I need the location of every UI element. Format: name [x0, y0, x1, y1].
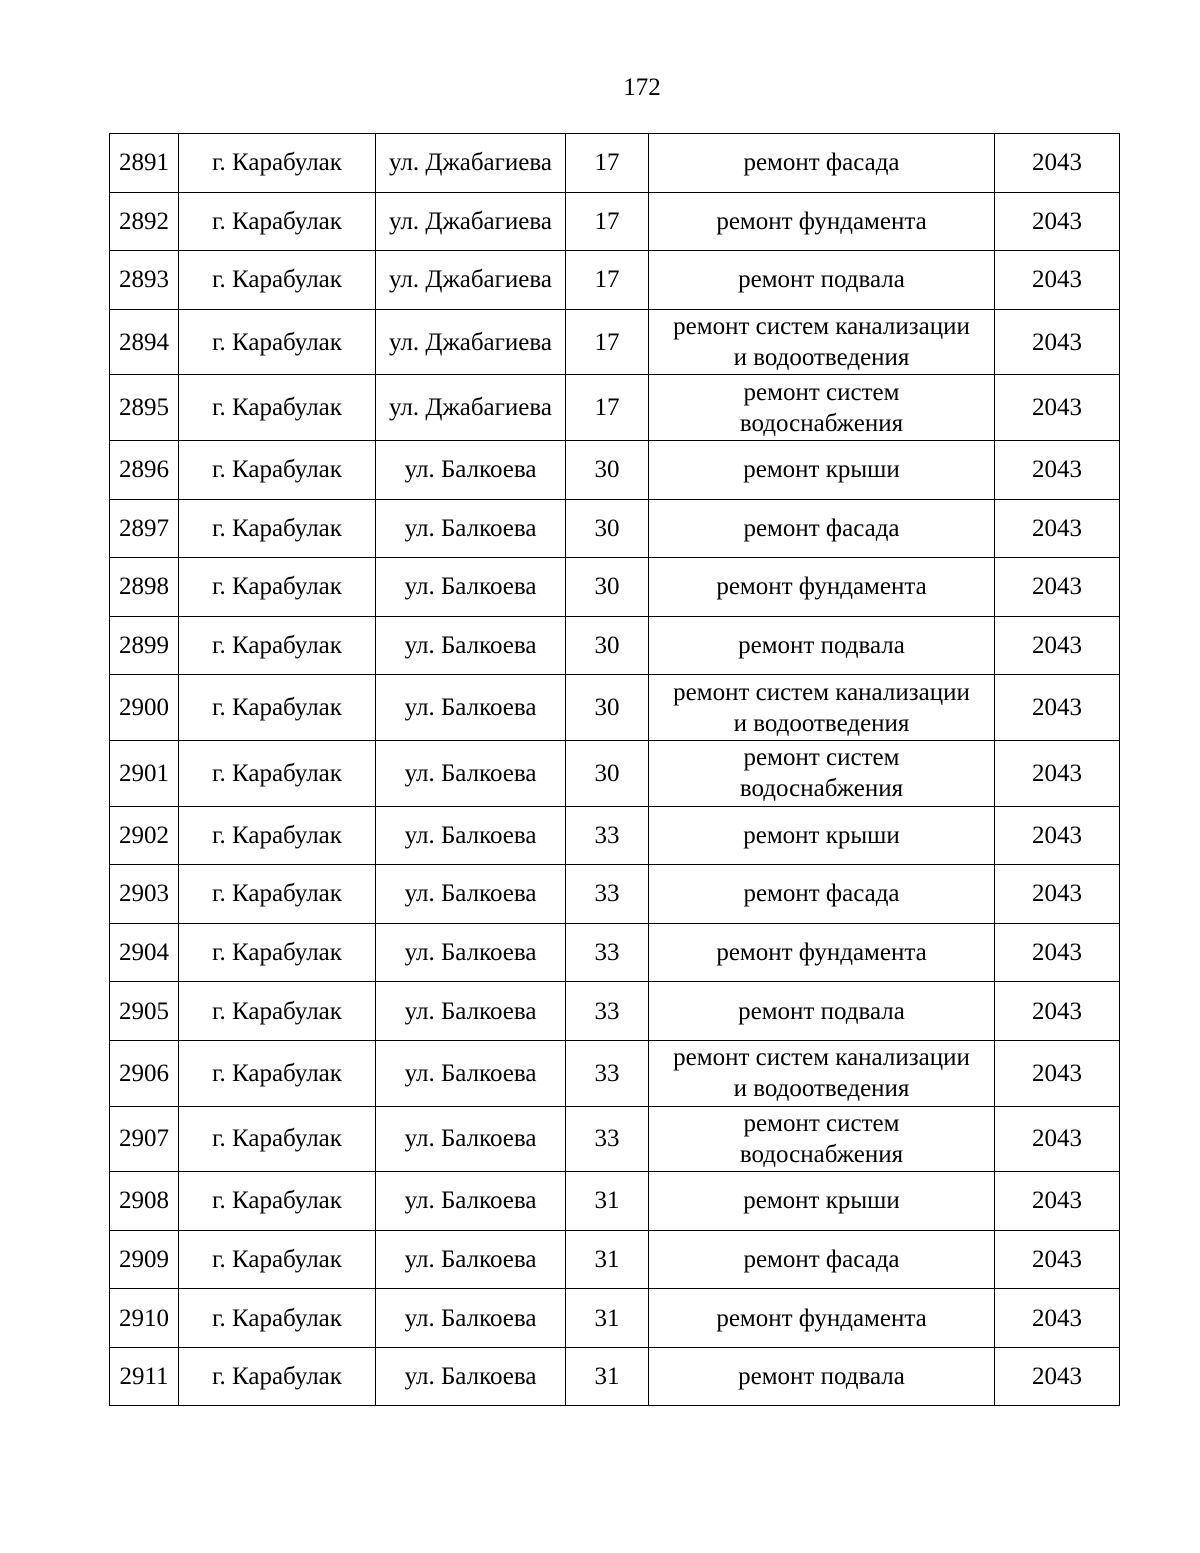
- work-type-line: ремонт фасада: [743, 514, 900, 542]
- table-row: [110, 558, 1120, 617]
- work-type-line: ремонт систем канализации: [673, 313, 970, 341]
- house-number-cell: 33: [566, 1106, 649, 1172]
- street-cell: ул. Балкоева: [376, 1289, 566, 1348]
- row-number-cell: 2900: [110, 675, 179, 741]
- repair-schedule-table: [109, 133, 1120, 1406]
- street-cell: ул. Балкоева: [376, 740, 566, 806]
- street-cell: ул. Джабагиева: [376, 192, 566, 251]
- year-cell: 2043: [995, 740, 1120, 806]
- year-cell: 2043: [995, 865, 1120, 924]
- city-cell: г. Карабулак: [179, 440, 376, 499]
- house-number-cell: 33: [566, 806, 649, 865]
- table-row: [110, 982, 1120, 1041]
- work-type-line: ремонт фундамента: [716, 1304, 927, 1332]
- street-cell: ул. Балкоева: [376, 982, 566, 1041]
- table-row: [110, 923, 1120, 982]
- house-number-cell: 17: [566, 134, 649, 193]
- work-type-cell: [649, 134, 995, 193]
- row-number-cell: 2895: [110, 375, 179, 441]
- street-cell: ул. Балкоева: [376, 1172, 566, 1231]
- work-type-line: ремонт фасада: [743, 880, 900, 908]
- street-cell: ул. Джабагиева: [376, 134, 566, 193]
- table-row: [110, 1347, 1120, 1406]
- work-type-cell: [649, 375, 995, 441]
- work-type-cell: [649, 558, 995, 617]
- work-type-line: ремонт фасада: [743, 149, 900, 177]
- row-number-cell: 2909: [110, 1230, 179, 1289]
- house-number-cell: 31: [566, 1347, 649, 1406]
- work-type-line: и водоотведения: [733, 344, 910, 372]
- table-row: [110, 375, 1120, 441]
- house-number-cell: 30: [566, 675, 649, 741]
- table-row: [110, 1230, 1120, 1289]
- year-cell: 2043: [995, 192, 1120, 251]
- work-type-line: ремонт крыши: [743, 456, 900, 484]
- city-cell: г. Карабулак: [179, 982, 376, 1041]
- house-number-cell: 31: [566, 1172, 649, 1231]
- city-cell: г. Карабулак: [179, 558, 376, 617]
- work-type-cell: [649, 251, 995, 310]
- street-cell: ул. Балкоева: [376, 499, 566, 558]
- table-row: [110, 616, 1120, 675]
- year-cell: 2043: [995, 440, 1120, 499]
- work-type-cell: [649, 740, 995, 806]
- year-cell: 2043: [995, 806, 1120, 865]
- year-cell: 2043: [995, 1172, 1120, 1231]
- work-type-cell: [649, 1106, 995, 1172]
- year-cell: 2043: [995, 309, 1120, 375]
- row-number-cell: 2894: [110, 309, 179, 375]
- table-row: [110, 1289, 1120, 1348]
- city-cell: г. Карабулак: [179, 251, 376, 310]
- street-cell: ул. Джабагиева: [376, 375, 566, 441]
- work-type-line: ремонт фундамента: [716, 573, 927, 601]
- row-number-cell: 2904: [110, 923, 179, 982]
- row-number-cell: 2897: [110, 499, 179, 558]
- city-cell: г. Карабулак: [179, 375, 376, 441]
- year-cell: 2043: [995, 1289, 1120, 1348]
- house-number-cell: 33: [566, 923, 649, 982]
- house-number-cell: 30: [566, 558, 649, 617]
- year-cell: 2043: [995, 1106, 1120, 1172]
- work-type-cell: [649, 1289, 995, 1348]
- work-type-line: и водоотведения: [733, 1075, 910, 1103]
- year-cell: 2043: [995, 134, 1120, 193]
- work-type-cell: [649, 806, 995, 865]
- table-row: [110, 1106, 1120, 1172]
- year-cell: 2043: [995, 375, 1120, 441]
- street-cell: ул. Балкоева: [376, 675, 566, 741]
- work-type-line: ремонт фундамента: [716, 207, 927, 235]
- city-cell: г. Карабулак: [179, 1040, 376, 1106]
- city-cell: г. Карабулак: [179, 1106, 376, 1172]
- house-number-cell: 33: [566, 865, 649, 924]
- year-cell: 2043: [995, 923, 1120, 982]
- city-cell: г. Карабулак: [179, 1289, 376, 1348]
- house-number-cell: 30: [566, 740, 649, 806]
- work-type-line: ремонт фундамента: [716, 939, 927, 967]
- street-cell: ул. Балкоева: [376, 865, 566, 924]
- city-cell: г. Карабулак: [179, 923, 376, 982]
- house-number-cell: 17: [566, 375, 649, 441]
- street-cell: ул. Балкоева: [376, 1106, 566, 1172]
- row-number-cell: 2903: [110, 865, 179, 924]
- street-cell: ул. Балкоева: [376, 923, 566, 982]
- house-number-cell: 33: [566, 982, 649, 1041]
- year-cell: 2043: [995, 675, 1120, 741]
- work-type-cell: [649, 923, 995, 982]
- table-row: [110, 192, 1120, 251]
- city-cell: г. Карабулак: [179, 309, 376, 375]
- row-number-cell: 2911: [110, 1347, 179, 1406]
- year-cell: 2043: [995, 1230, 1120, 1289]
- city-cell: г. Карабулак: [179, 740, 376, 806]
- city-cell: г. Карабулак: [179, 134, 376, 193]
- house-number-cell: 17: [566, 251, 649, 310]
- table-row: [110, 440, 1120, 499]
- street-cell: ул. Балкоева: [376, 558, 566, 617]
- work-type-line: ремонт систем: [743, 378, 900, 406]
- street-cell: ул. Балкоева: [376, 1347, 566, 1406]
- street-cell: ул. Балкоева: [376, 806, 566, 865]
- work-type-cell: [649, 1347, 995, 1406]
- work-type-cell: [649, 982, 995, 1041]
- year-cell: 2043: [995, 499, 1120, 558]
- street-cell: ул. Джабагиева: [376, 309, 566, 375]
- city-cell: г. Карабулак: [179, 1172, 376, 1231]
- house-number-cell: 31: [566, 1230, 649, 1289]
- house-number-cell: 30: [566, 440, 649, 499]
- city-cell: г. Карабулак: [179, 865, 376, 924]
- work-type-line: ремонт систем канализации: [673, 1044, 970, 1072]
- row-number-cell: 2908: [110, 1172, 179, 1231]
- work-type-line: ремонт систем канализации: [673, 678, 970, 706]
- city-cell: г. Карабулак: [179, 806, 376, 865]
- work-type-line: ремонт крыши: [743, 1187, 900, 1215]
- work-type-cell: [649, 1172, 995, 1231]
- table-row: [110, 134, 1120, 193]
- row-number-cell: 2892: [110, 192, 179, 251]
- year-cell: 2043: [995, 251, 1120, 310]
- house-number-cell: 33: [566, 1040, 649, 1106]
- year-cell: 2043: [995, 982, 1120, 1041]
- table-row: [110, 251, 1120, 310]
- row-number-cell: 2896: [110, 440, 179, 499]
- street-cell: ул. Джабагиева: [376, 251, 566, 310]
- work-type-line: ремонт подвала: [738, 266, 905, 294]
- work-type-cell: [649, 616, 995, 675]
- work-type-line: ремонт фасада: [743, 1245, 900, 1273]
- row-number-cell: 2893: [110, 251, 179, 310]
- work-type-cell: [649, 1040, 995, 1106]
- row-number-cell: 2891: [110, 134, 179, 193]
- year-cell: 2043: [995, 1347, 1120, 1406]
- city-cell: г. Карабулак: [179, 616, 376, 675]
- year-cell: 2043: [995, 558, 1120, 617]
- work-type-cell: [649, 499, 995, 558]
- table-body: [110, 134, 1120, 1406]
- street-cell: ул. Балкоева: [376, 1040, 566, 1106]
- row-number-cell: 2905: [110, 982, 179, 1041]
- city-cell: г. Карабулак: [179, 192, 376, 251]
- work-type-cell: [649, 309, 995, 375]
- house-number-cell: 17: [566, 192, 649, 251]
- row-number-cell: 2906: [110, 1040, 179, 1106]
- work-type-line: и водоотведения: [733, 709, 910, 737]
- row-number-cell: 2910: [110, 1289, 179, 1348]
- work-type-line: водоснабжения: [739, 1140, 904, 1168]
- table-row: [110, 865, 1120, 924]
- row-number-cell: 2901: [110, 740, 179, 806]
- work-type-cell: [649, 1230, 995, 1289]
- work-type-line: ремонт крыши: [743, 821, 900, 849]
- page-number: 172: [623, 74, 661, 101]
- row-number-cell: 2907: [110, 1106, 179, 1172]
- work-type-cell: [649, 440, 995, 499]
- house-number-cell: 30: [566, 499, 649, 558]
- house-number-cell: 31: [566, 1289, 649, 1348]
- table-row: [110, 499, 1120, 558]
- work-type-line: водоснабжения: [739, 409, 904, 437]
- row-number-cell: 2898: [110, 558, 179, 617]
- city-cell: г. Карабулак: [179, 1230, 376, 1289]
- work-type-cell: [649, 865, 995, 924]
- street-cell: ул. Балкоева: [376, 440, 566, 499]
- city-cell: г. Карабулак: [179, 1347, 376, 1406]
- row-number-cell: 2902: [110, 806, 179, 865]
- row-number-cell: 2899: [110, 616, 179, 675]
- table-row: [110, 806, 1120, 865]
- work-type-line: водоснабжения: [739, 775, 904, 803]
- house-number-cell: 17: [566, 309, 649, 375]
- work-type-line: ремонт подвала: [738, 632, 905, 660]
- year-cell: 2043: [995, 1040, 1120, 1106]
- city-cell: г. Карабулак: [179, 499, 376, 558]
- year-cell: 2043: [995, 616, 1120, 675]
- table-row: [110, 1172, 1120, 1231]
- work-type-line: ремонт подвала: [738, 1363, 905, 1391]
- street-cell: ул. Балкоева: [376, 616, 566, 675]
- work-type-cell: [649, 675, 995, 741]
- table-row: [110, 309, 1120, 375]
- table-row: [110, 675, 1120, 741]
- work-type-line: ремонт систем: [743, 1109, 900, 1137]
- work-type-line: ремонт систем: [743, 744, 900, 772]
- work-type-cell: [649, 192, 995, 251]
- table-row: [110, 1040, 1120, 1106]
- city-cell: г. Карабулак: [179, 675, 376, 741]
- street-cell: ул. Балкоева: [376, 1230, 566, 1289]
- work-type-line: ремонт подвала: [738, 997, 905, 1025]
- table-row: [110, 740, 1120, 806]
- house-number-cell: 30: [566, 616, 649, 675]
